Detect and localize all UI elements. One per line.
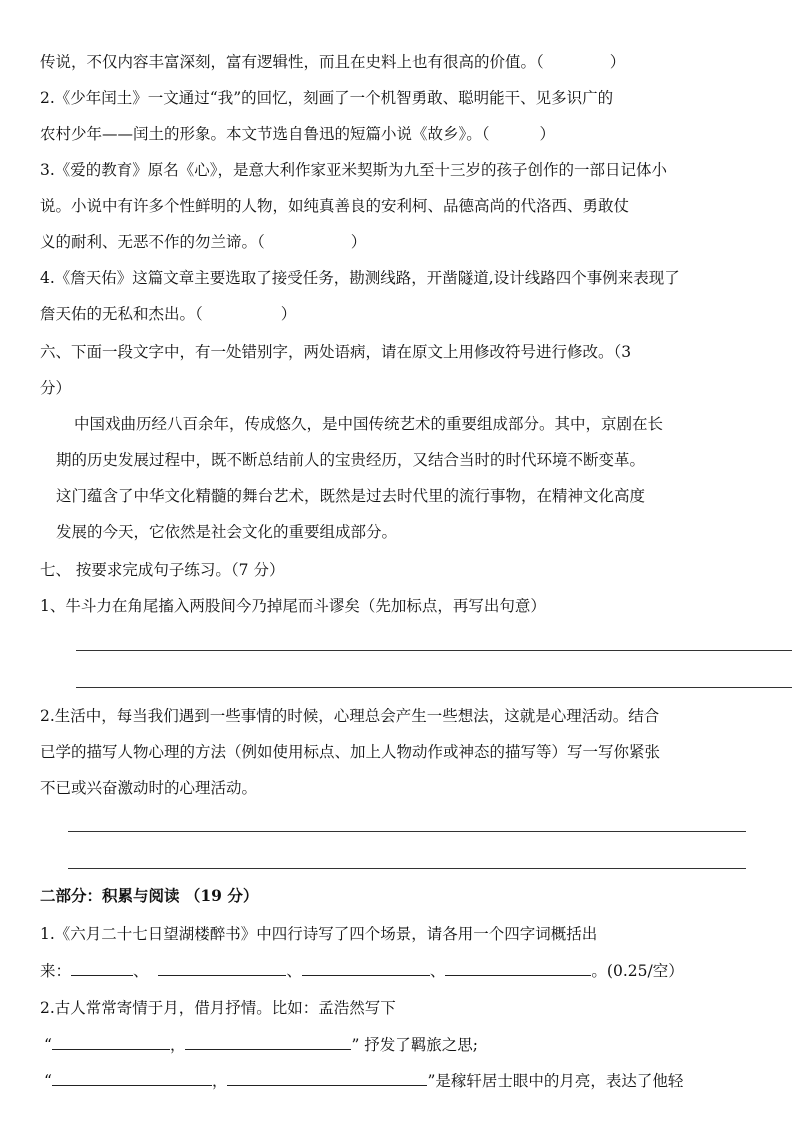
fill-blank[interactable] — [302, 960, 430, 976]
part2-heading: 二部分：积累与阅读 （19 分） — [40, 886, 259, 905]
q5-3-line3: 义的耐利、无恶不作的勿兰谛。（ ） — [40, 233, 367, 251]
fill-blank[interactable] — [227, 1070, 427, 1086]
q5-2-line1: 2.《少年闰土》一文通过“我”的回忆，刻画了一个机智勇敢、聪明能干、见多识广的 — [40, 89, 614, 107]
part2-q2-line3: “ ， ”是稼轩居士眼中的月亮，表达了他轻 — [44, 1072, 684, 1090]
fill-blank[interactable] — [158, 960, 286, 976]
part2-q1-line2: 来： 、 、 、 。(0.25/空） — [40, 962, 684, 980]
section7-heading: 七、 按要求完成句子练习。（7 分） — [40, 561, 285, 579]
section7-q2-line3: 不已或兴奋激动时的心理活动。 — [40, 779, 258, 797]
section6-heading-line1: 六、下面一段文字中，有一处错别字，两处语病，请在原文上用修改符号进行修改。（3 — [40, 343, 632, 361]
section6-paragraph-line2: 期的历史发展过程中，既不断总结前人的宝贵经历，又结合当时的时代环境不断变革。 — [56, 451, 646, 469]
section6-heading-line2: 分） — [40, 379, 72, 397]
part2-q1-line1: 1.《六月二十七日望湖楼醉书》中四行诗写了四个场景，请各用一个四字词概括出 — [40, 925, 598, 943]
answer-line[interactable] — [68, 868, 746, 869]
section6-paragraph-line4: 发展的今天，它依然是社会文化的重要组成部分。 — [56, 523, 398, 541]
q5-4-line1: 4.《詹天佑》这篇文章主要选取了接受任务，勘测线路，开凿隧道,设计线路四个事例来表现了 — [40, 269, 680, 287]
answer-line[interactable] — [68, 831, 746, 832]
section7-q2-line2: 已学的描写人物心理的方法（例如使用标点、加上人物动作或神态的描写等）写一写你紧张 — [40, 743, 661, 761]
fill-blank[interactable] — [52, 1070, 212, 1086]
answer-line[interactable] — [76, 650, 792, 651]
part2-q2-line2: “ ， ” 抒发了羁旅之思; — [44, 1036, 479, 1054]
fill-blank[interactable] — [52, 1034, 170, 1050]
q5-2-line2: 农村少年——闰土的形象。本文节选自鲁迅的短篇小说《故乡》。（ ） — [40, 125, 556, 143]
section7-q2-line1: 2.生活中，每当我们遇到一些事情的时候，心理总会产生一些想法，这就是心理活动。结合 — [40, 707, 660, 725]
q5-1-continuation: 传说，不仅内容丰富深刻，富有逻辑性，而且在史料上也有很高的价值。（ ） — [40, 53, 626, 71]
fill-blank[interactable] — [71, 960, 133, 976]
q5-3-line2: 说。小说中有许多个性鲜明的人物，如纯真善良的安利柯、品德高尚的代洛西、勇敢仗 — [40, 197, 630, 215]
fill-blank[interactable] — [445, 960, 591, 976]
fill-blank[interactable] — [185, 1034, 351, 1050]
part2-q2-line1: 2.古人常常寄情于月，借月抒情。比如：孟浩然写下 — [40, 999, 396, 1017]
q5-4-line2: 詹天佑的无私和杰出。（ ） — [40, 305, 297, 323]
section7-q1: 1、牛斗力在角尾搐入两股间今乃掉尾而斗谬矣（先加标点，再写出句意） — [40, 597, 546, 615]
section6-paragraph-line1: 中国戏曲历经八百余年，传成悠久，是中国传统艺术的重要组成部分。其中，京剧在长 — [74, 415, 664, 433]
answer-line[interactable] — [76, 687, 792, 688]
section6-paragraph-line3: 这门蕴含了中华文化精髓的舞台艺术，既然是过去时代里的流行事物，在精神文化高度 — [56, 487, 646, 505]
q5-3-line1: 3.《爱的教育》原名《心》，是意大利作家亚米契斯为九至十三岁的孩子创作的一部日记体小 — [40, 161, 668, 179]
